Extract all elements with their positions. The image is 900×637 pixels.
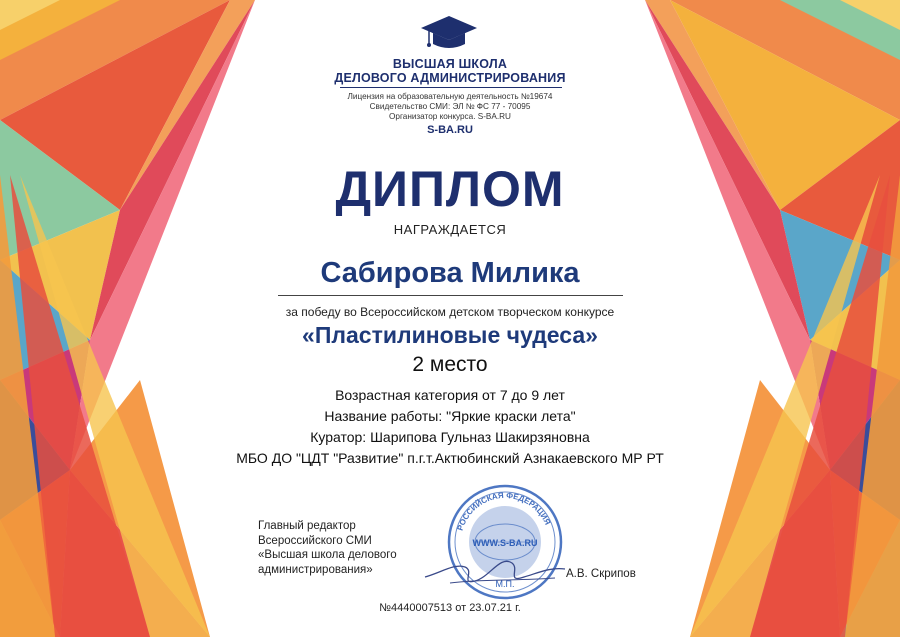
org-divider: [340, 87, 562, 88]
editor-line: «Высшая школа делового: [258, 549, 397, 561]
contest-name: «Пластилиновые чудеса»: [302, 322, 598, 348]
stamp-ring-text: РОССИЙСКАЯ ФЕДЕРАЦИЯ: [455, 490, 553, 532]
recipient-underline: [278, 295, 623, 296]
document-number: №4440007513 от 23.07.21 г.: [379, 602, 521, 614]
work-title: Название работы: "Яркие краски лета": [324, 408, 576, 424]
recipient-name: Сабирова Милика: [320, 257, 580, 289]
age-category: Возрастная категория от 7 до 9 лет: [335, 387, 565, 403]
org-name-line2: ДЕЛОВОГО АДМИНИСТРИРОВАНИЯ: [334, 71, 566, 85]
stamp-bottom-text: М.П.: [495, 579, 515, 589]
editor-line: администрирования»: [258, 563, 373, 576]
org-name-line1: ВЫСШАЯ ШКОЛА: [392, 57, 508, 71]
site-link: S-BA.RU: [427, 124, 473, 136]
license-text: Лицензия на образовательную деятельность №19674: [347, 92, 553, 101]
organizer-text: Организатор конкурса. S-BA.RU: [389, 112, 511, 121]
stamp-center-text: WWW.S-BA.RU: [472, 538, 538, 548]
curator: Куратор: Шарипова Гульназ Шакирзяновна: [310, 429, 590, 445]
editor-line: Всероссийского СМИ: [258, 534, 372, 547]
editor-line: Главный редактор: [258, 520, 356, 532]
editor-block: [258, 519, 397, 577]
awarded-label: НАГРАЖДАЕТСЯ: [393, 222, 507, 237]
diploma-title: ДИПЛОМ: [335, 161, 565, 217]
award-reason: за победу во Всероссийском детском творческом конкурсе: [285, 305, 615, 319]
graduation-cap-icon: [421, 16, 477, 52]
signature: [420, 545, 570, 595]
institution: МБО ДО "ЦДТ "Развитие" п.г.т.Актюбинский Азнакаевского МР РТ: [236, 450, 664, 466]
place-text: 2 место: [412, 353, 488, 376]
signer-name: А.В. Скрипов: [566, 568, 636, 580]
media-certificate-text: Свидетельство СМИ: ЭЛ № ФС 77 - 70095: [369, 102, 531, 111]
